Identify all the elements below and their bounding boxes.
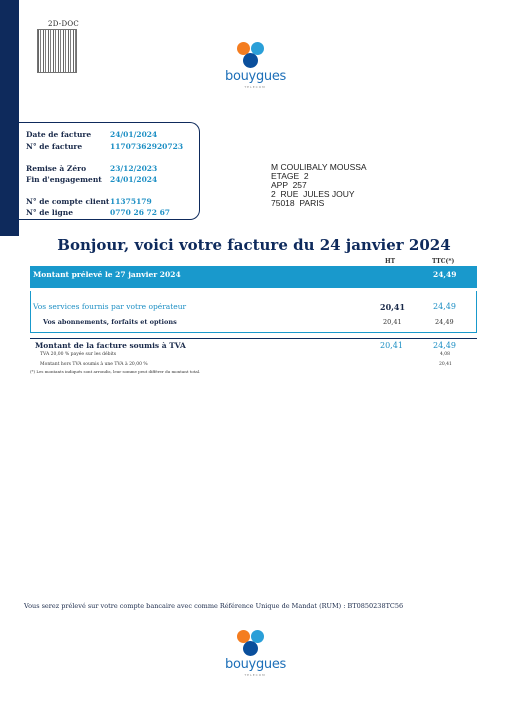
column-header-ht: HT xyxy=(385,258,396,265)
commitment-label: Fin d'engagement xyxy=(26,175,102,184)
bouygues-logo xyxy=(225,42,285,94)
logo-word: bouygues xyxy=(225,69,287,84)
logo-sub: TELECOM xyxy=(244,85,266,89)
line-number-value: 0770 26 72 67 xyxy=(110,208,171,217)
subscriptions-ht-value: 20,41 xyxy=(383,318,402,326)
reset-label: Remise à Zéro xyxy=(26,164,87,173)
rounding-footnote: (*) Les montants indiqués sont arrondis, leur somme peut différer du montant total. xyxy=(30,369,201,374)
mandate-reference-text: Vous serez prélevé sur votre compte bancaire avec comme Référence Unique de Mandat (RUM) : BT0850238TC56 xyxy=(24,602,404,610)
recipient-address xyxy=(271,163,367,208)
address-line-4: 75018 PARIS xyxy=(271,198,325,208)
services-section xyxy=(30,291,477,333)
services-ht-value: 20,41 xyxy=(380,302,406,312)
logo-sub-footer: TELECOM xyxy=(244,673,266,677)
address-line-3: 2 RUE JULES JOUY xyxy=(271,189,355,199)
column-header-ttc: TTC(*) xyxy=(432,258,455,265)
datamatrix-code-icon xyxy=(37,29,77,73)
services-label: Vos services fournis par votre opérateur xyxy=(33,302,187,311)
subscriptions-ttc-value: 24,49 xyxy=(435,318,454,326)
invoice-date-label: Date de facture xyxy=(26,130,92,139)
vat-rate-label: TVA 20,00 % payée sur les débits xyxy=(40,352,117,357)
invoice-number-label: N° de facture xyxy=(26,142,83,151)
twod-doc-label: 2D-DOC xyxy=(48,20,80,28)
commitment-value: 24/01/2024 xyxy=(110,175,158,184)
client-account-label: N° de compte client xyxy=(26,197,110,206)
logo-word-footer: bouygues xyxy=(225,657,287,672)
invoice-number-value: 11707362920723 xyxy=(110,142,184,151)
client-account-value: 11375179 xyxy=(110,197,152,206)
vat-rate-value: 4,08 xyxy=(440,352,451,357)
vat-total-ht-value: 20,41 xyxy=(380,341,403,350)
debit-label: Montant prélevé le 27 janvier 2024 xyxy=(33,270,181,279)
address-name: M COULIBALY MOUSSA xyxy=(271,162,367,172)
address-line-2: APP 257 xyxy=(271,180,307,190)
ht-base-label: Montant hors TVA soumis à une TVA à 20,00 % xyxy=(40,362,148,367)
services-ttc-value: 24,49 xyxy=(433,302,456,311)
invoice-headline: Bonjour, voici votre facture du 24 janvier 2024 xyxy=(57,236,451,254)
address-line-1: ETAGE 2 xyxy=(271,171,309,181)
line-number-label: N° de ligne xyxy=(26,208,74,217)
subscriptions-label: Vos abonnements, forfaits et options xyxy=(43,318,177,326)
reset-value: 23/12/2023 xyxy=(110,164,158,173)
ht-base-value: 20,41 xyxy=(439,362,452,367)
vat-total-ttc-value: 24,49 xyxy=(433,341,456,350)
section-divider xyxy=(30,338,477,339)
left-accent-bar xyxy=(0,0,19,236)
invoice-date-value: 24/01/2024 xyxy=(110,130,158,139)
vat-total-label: Montant de la facture soumis à TVA xyxy=(35,341,186,350)
debit-ttc-value: 24,49 xyxy=(433,270,457,279)
bouygues-logo-footer xyxy=(225,630,285,682)
